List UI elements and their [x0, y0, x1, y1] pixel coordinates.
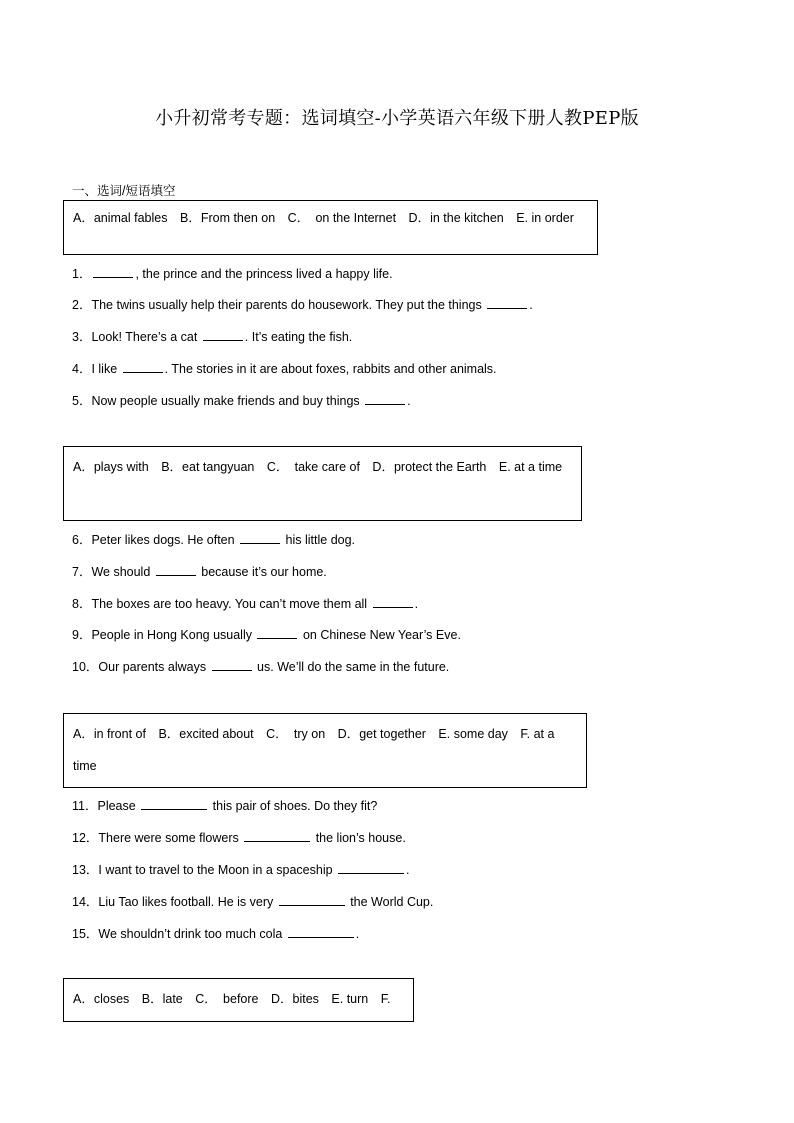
page-title: 小升初常考专题：选词填空-小学英语六年级下册人教PEP版 — [155, 108, 639, 129]
answer-blank[interactable] — [288, 926, 354, 938]
question-5: 5．Now people usually make friends and buy things . — [72, 394, 411, 408]
question-12: 12．There were some flowers the lion’s house. — [72, 831, 406, 845]
question-14: 14．Liu Tao likes football. He is very the World Cup. — [72, 895, 434, 909]
answer-blank[interactable] — [279, 894, 345, 906]
question-2: 2．The twins usually help their parents do housework. They put the things . — [72, 298, 533, 312]
answer-blank[interactable] — [141, 798, 207, 810]
options-box-4: A．closes B．late C． before D．bites E. turn F. — [63, 978, 414, 1022]
question-4: 4．I like . The stories in it are about foxes, rabbits and other animals. — [72, 362, 497, 376]
question-9: 9．People in Hong Kong usually on Chinese New Year’s Eve. — [72, 628, 461, 642]
question-10: 10．Our parents always us. We’ll do the same in the future. — [72, 660, 450, 674]
answer-blank[interactable] — [156, 564, 196, 576]
answer-blank[interactable] — [365, 393, 405, 405]
question-1: 1． , the prince and the princess lived a happy life. — [72, 267, 393, 281]
answer-blank[interactable] — [338, 862, 404, 874]
question-11: 11．Please this pair of shoes. Do they fit? — [72, 799, 378, 813]
answer-blank[interactable] — [93, 266, 133, 278]
answer-blank[interactable] — [244, 830, 310, 842]
options-box-1: A．animal fables B．From then on C． on the Internet D．in the kitchen E. in order — [63, 200, 598, 255]
answer-blank[interactable] — [257, 627, 297, 639]
options-box-2: A．plays with B．eat tangyuan C． take care of D．protect the Earth E. at a time — [63, 446, 582, 521]
section-heading: 一、选词/短语填空 — [72, 184, 176, 198]
answer-blank[interactable] — [203, 329, 243, 341]
options-box-3: A．in front of B．excited about C． try on D．get together E. some day F. at a time — [63, 713, 587, 788]
answer-blank[interactable] — [487, 297, 527, 309]
question-3: 3．Look! There’s a cat . It’s eating the fish. — [72, 330, 353, 344]
question-7: 7．We should because it’s our home. — [72, 565, 327, 579]
answer-blank[interactable] — [212, 659, 252, 671]
answer-blank[interactable] — [373, 596, 413, 608]
question-13: 13．I want to travel to the Moon in a spaceship . — [72, 863, 410, 877]
question-15: 15．We shouldn’t drink too much cola . — [72, 927, 360, 941]
question-6: 6．Peter likes dogs. He often his little dog. — [72, 533, 356, 547]
question-8: 8．The boxes are too heavy. You can’t move them all . — [72, 597, 419, 611]
answer-blank[interactable] — [240, 532, 280, 544]
answer-blank[interactable] — [123, 361, 163, 373]
